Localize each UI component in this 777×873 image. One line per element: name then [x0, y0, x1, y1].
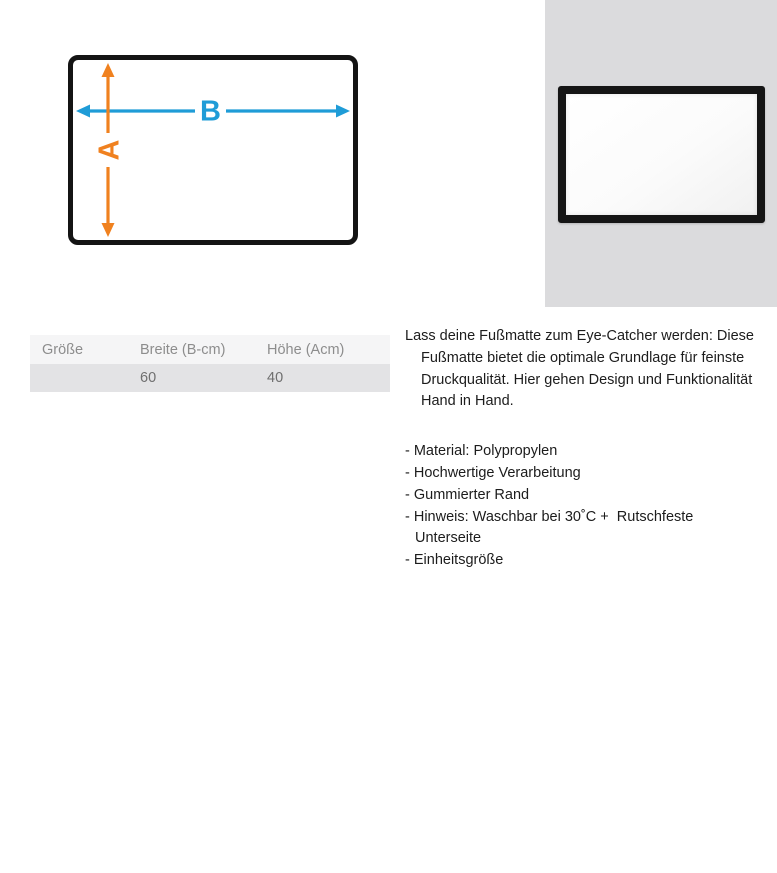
intro-line: Fußmatte bietet die optimale Grundlage für feinste	[421, 349, 745, 366]
product-description	[405, 326, 777, 572]
size-table-header-hoehe: Höhe (Acm)	[267, 341, 345, 358]
intro-line: Druckqualität. Hier gehen Design und Funktionalität	[421, 371, 753, 388]
size-table-header-groesse: Größe	[42, 341, 84, 358]
size-value-hoehe: 40	[267, 370, 284, 386]
feature-list	[405, 441, 777, 572]
intro-line: Hand in Hand.	[421, 393, 514, 410]
size-table	[30, 335, 390, 392]
width-arrowhead-right	[336, 105, 350, 118]
size-value-breite: 60	[140, 370, 157, 386]
height-arrowhead-top	[102, 63, 115, 77]
feature-item-rand: - Gummierter Rand	[405, 486, 530, 503]
feature-item-hinweis-wrap: Unterseite	[415, 530, 482, 547]
size-table-row	[30, 364, 390, 392]
height-arrow	[94, 63, 126, 237]
width-arrowhead-left	[76, 105, 90, 118]
width-dimension-label: B	[200, 95, 221, 128]
feature-item-hinweis: - Hinweis: Waschbar bei 30˚C + Rutschfeste	[405, 508, 694, 525]
intro-line: Lass deine Fußmatte zum Eye-Catcher werden: Diese	[405, 328, 754, 344]
doormat-product-image[interactable]	[558, 86, 765, 223]
size-table-header-row	[30, 335, 390, 364]
dimension-arrows	[73, 60, 353, 240]
height-arrowhead-bottom	[102, 223, 115, 237]
width-arrow	[76, 96, 350, 128]
size-table-header-breite: Breite (B-cm)	[140, 341, 226, 358]
feature-item-verarbeitung: - Hochwertige Verarbeitung	[405, 464, 581, 481]
feature-item-einheitsgroesse: - Einheitsgröße	[405, 552, 504, 569]
height-dimension-label: A	[93, 139, 126, 161]
feature-item-material: - Material: Polypropylen	[405, 443, 558, 460]
dimension-diagram	[68, 55, 358, 245]
description-intro	[405, 326, 777, 413]
product-image-panel	[545, 0, 777, 307]
